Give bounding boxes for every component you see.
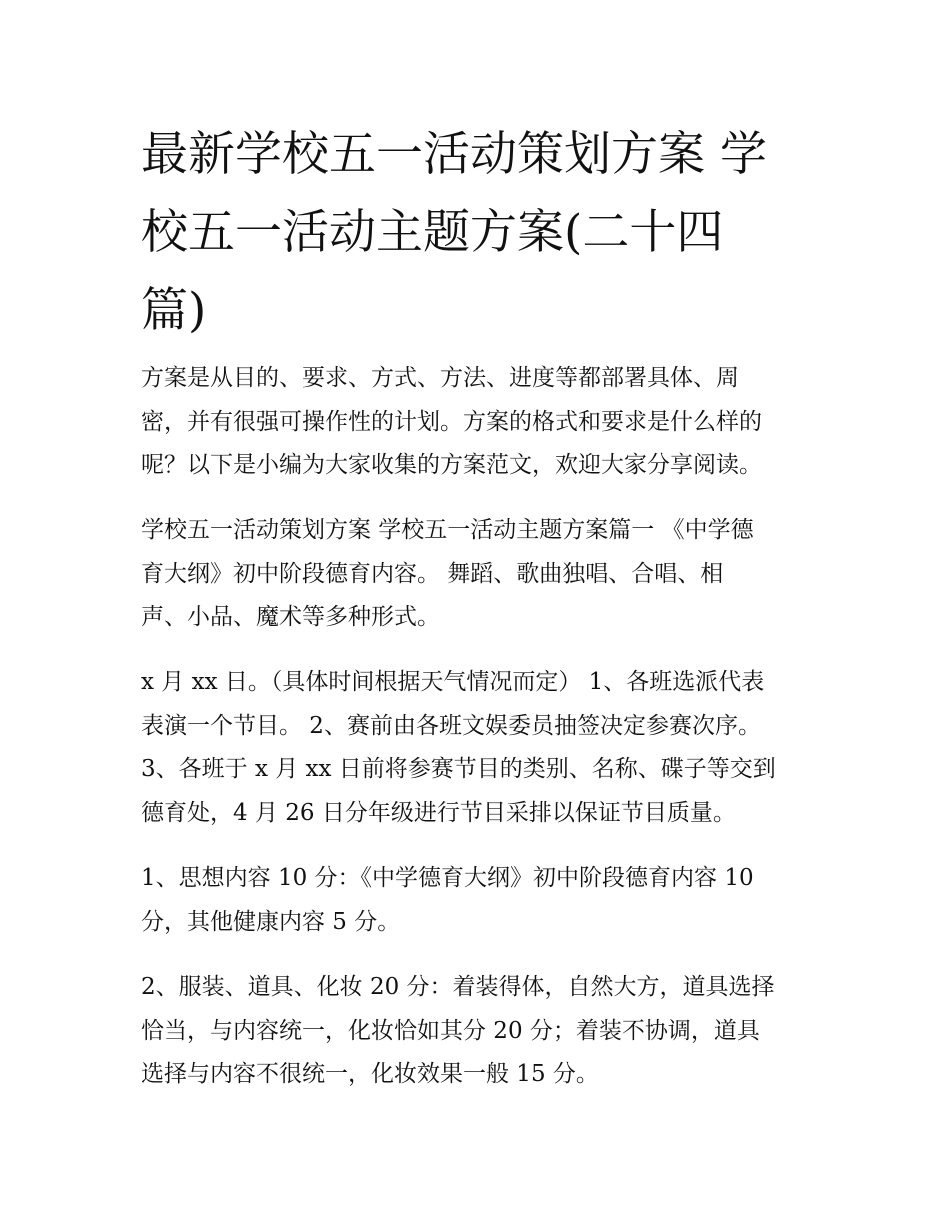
text-line: x 月 xx 日。（具体时间根据天气情况而定） 1、各班选派代表 xyxy=(141,669,765,695)
title-line: 最新学校五一活动策划方案 学 xyxy=(141,127,767,182)
document-title xyxy=(141,116,813,350)
text-line: 2、服装、道具、化妆 20 分：着装得体，自然大方，道具选择 xyxy=(141,974,775,1000)
section-heading-paragraph xyxy=(141,509,821,640)
title-line: 篇) xyxy=(141,283,207,338)
text-line: 育大纲》初中阶段德育内容。 舞蹈、歌曲独唱、合唱、相 xyxy=(141,560,724,587)
text-line: 呢？以下是小编为大家收集的方案范文，欢迎大家分享阅读。 xyxy=(141,452,762,478)
text-line: 选择与内容不很统一，化妆效果一般 15 分。 xyxy=(141,1061,599,1087)
scoring-item-2 xyxy=(141,966,821,1097)
text-line: 表演一个节目。 2、赛前由各班文娱委员抽签决定参赛次序。 xyxy=(141,712,761,739)
schedule-paragraph xyxy=(141,661,821,835)
text-line: 学校五一活动策划方案 学校五一活动主题方案篇一 《中学德 xyxy=(141,517,754,543)
intro-paragraph xyxy=(141,357,821,488)
scoring-item-1 xyxy=(141,857,821,944)
text-line: 声、小品、魔术等多种形式。 xyxy=(141,604,440,630)
text-line: 分，其他健康内容 5 分。 xyxy=(141,908,401,935)
title-line: 校五一活动主题方案(二十四 xyxy=(141,205,724,260)
text-line: 3、各班于 x 月 xx 日前将参赛节目的类别、名称、碟子等交到 xyxy=(141,756,776,782)
text-line: 密，并有很强可操作性的计划。方案的格式和要求是什么样的 xyxy=(141,408,762,435)
text-line: 1、思想内容 10 分：《中学德育大纲》初中阶段德育内容 10 xyxy=(141,865,754,891)
text-line: 恰当，与内容统一，化妆恰如其分 20 分；着装不协调，道具 xyxy=(141,1017,760,1044)
text-line: 方案是从目的、要求、方式、方法、进度等都部署具体、周 xyxy=(141,365,739,391)
text-line: 德育处，4 月 26 日分年级进行节目采排以保证节目质量。 xyxy=(141,799,736,826)
